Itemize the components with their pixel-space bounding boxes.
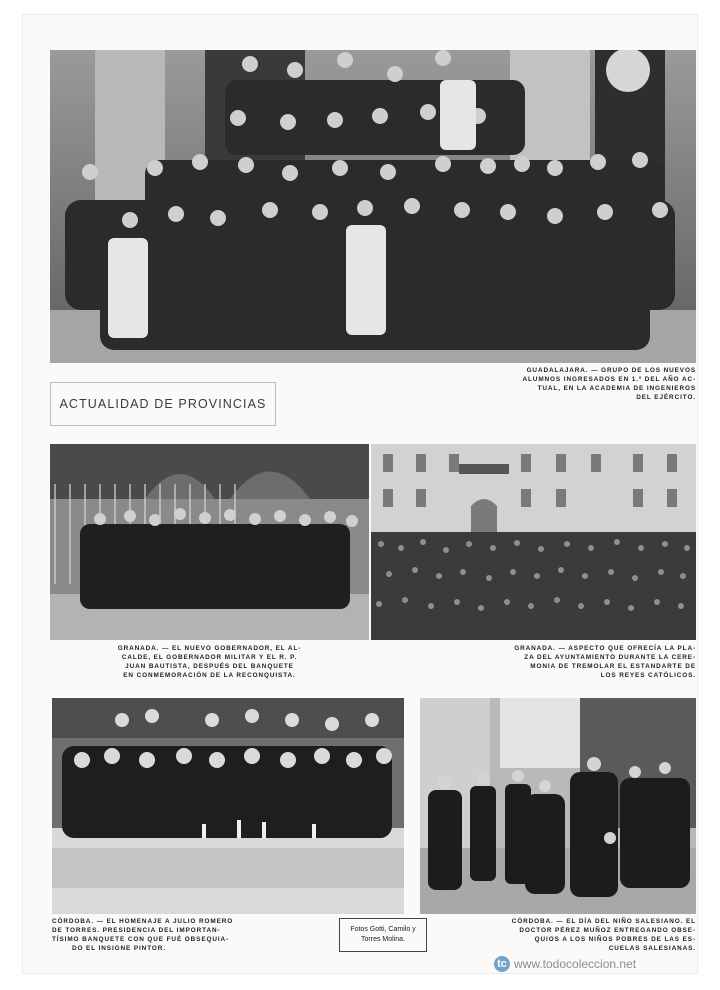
caption-guadalajara bbox=[470, 366, 696, 402]
caption-line: DO EL INSIGNE PINTOR. bbox=[72, 945, 166, 952]
caption-line: GRANADA. — ASPECTO QUE OFRECÍA LA PLA- bbox=[514, 645, 696, 652]
todocoleccion-logo-icon: tc bbox=[494, 956, 510, 972]
photo-granada-banquet-group bbox=[50, 444, 369, 640]
caption-line: TUAL, EN LA ACADEMIA DE INGENIEROS bbox=[537, 385, 696, 392]
caption-line: CUELAS SALESIANAS. bbox=[608, 945, 696, 952]
section-title: ACTUALIDAD DE PROVINCIAS bbox=[59, 397, 267, 411]
caption-line: DE TORRES. PRESIDENCIA DEL IMPORTAN- bbox=[52, 927, 221, 934]
photo-guadalajara-group bbox=[50, 50, 696, 363]
photo-credit-box bbox=[339, 918, 427, 952]
caption-granada-2 bbox=[500, 644, 696, 680]
caption-line: JUAN BAUTISTA, DESPUÉS DEL BANQUETE bbox=[125, 663, 294, 670]
photo-cordoba-banquet bbox=[52, 698, 404, 914]
caption-granada-1 bbox=[50, 644, 369, 680]
caption-line: DEL EJÉRCITO. bbox=[636, 394, 696, 401]
caption-line: DOCTOR PÉREZ MUÑOZ ENTREGANDO OBSE- bbox=[519, 927, 696, 934]
caption-line: MONIA DE TREMOLAR EL ESTANDARTE DE bbox=[530, 663, 696, 670]
caption-cordoba-1 bbox=[52, 917, 338, 953]
caption-cordoba-2 bbox=[440, 917, 696, 953]
caption-line: GRANADA. — EL NUEVO GOBERNADOR, EL AL- bbox=[117, 645, 302, 652]
caption-line: QUIOS A LOS NIÑOS POBRES DE LAS ES- bbox=[534, 936, 696, 943]
caption-line: GUADALAJARA. — GRUPO DE LOS NUEVOS bbox=[526, 367, 696, 374]
site-watermark bbox=[494, 956, 636, 972]
photo-granada-plaza-crowd bbox=[371, 444, 696, 640]
caption-line: EN CONMEMORACIÓN DE LA RECONQUISTA. bbox=[123, 672, 296, 679]
caption-line: ZA DEL AYUNTAMIENTO DURANTE LA CERE- bbox=[524, 654, 696, 661]
caption-line: CÓRDOBA. — EL DÍA DEL NIÑO SALESIANO. EL bbox=[511, 918, 696, 925]
photo-cordoba-salesian-children bbox=[420, 698, 696, 914]
caption-line: TÍSIMO BANQUETE CON QUE FUÉ OBSEQUIA- bbox=[52, 936, 230, 943]
caption-line: ALUMNOS INGRESADOS EN 1.º DEL AÑO AC- bbox=[522, 376, 696, 383]
caption-line: LOS REYES CATÓLICOS. bbox=[600, 672, 696, 679]
credit-line: Torres Molina. bbox=[361, 936, 405, 943]
caption-line: CÓRDOBA. — EL HOMENAJE A JULIO ROMERO bbox=[52, 918, 234, 925]
credit-line: Fotos Gotti, Camilo y bbox=[350, 926, 416, 933]
section-title-box bbox=[50, 382, 276, 426]
caption-line: CALDE, EL GOBERNADOR MILITAR Y EL R. P. bbox=[121, 654, 298, 661]
watermark-text: www.todocoleccion.net bbox=[514, 957, 637, 971]
